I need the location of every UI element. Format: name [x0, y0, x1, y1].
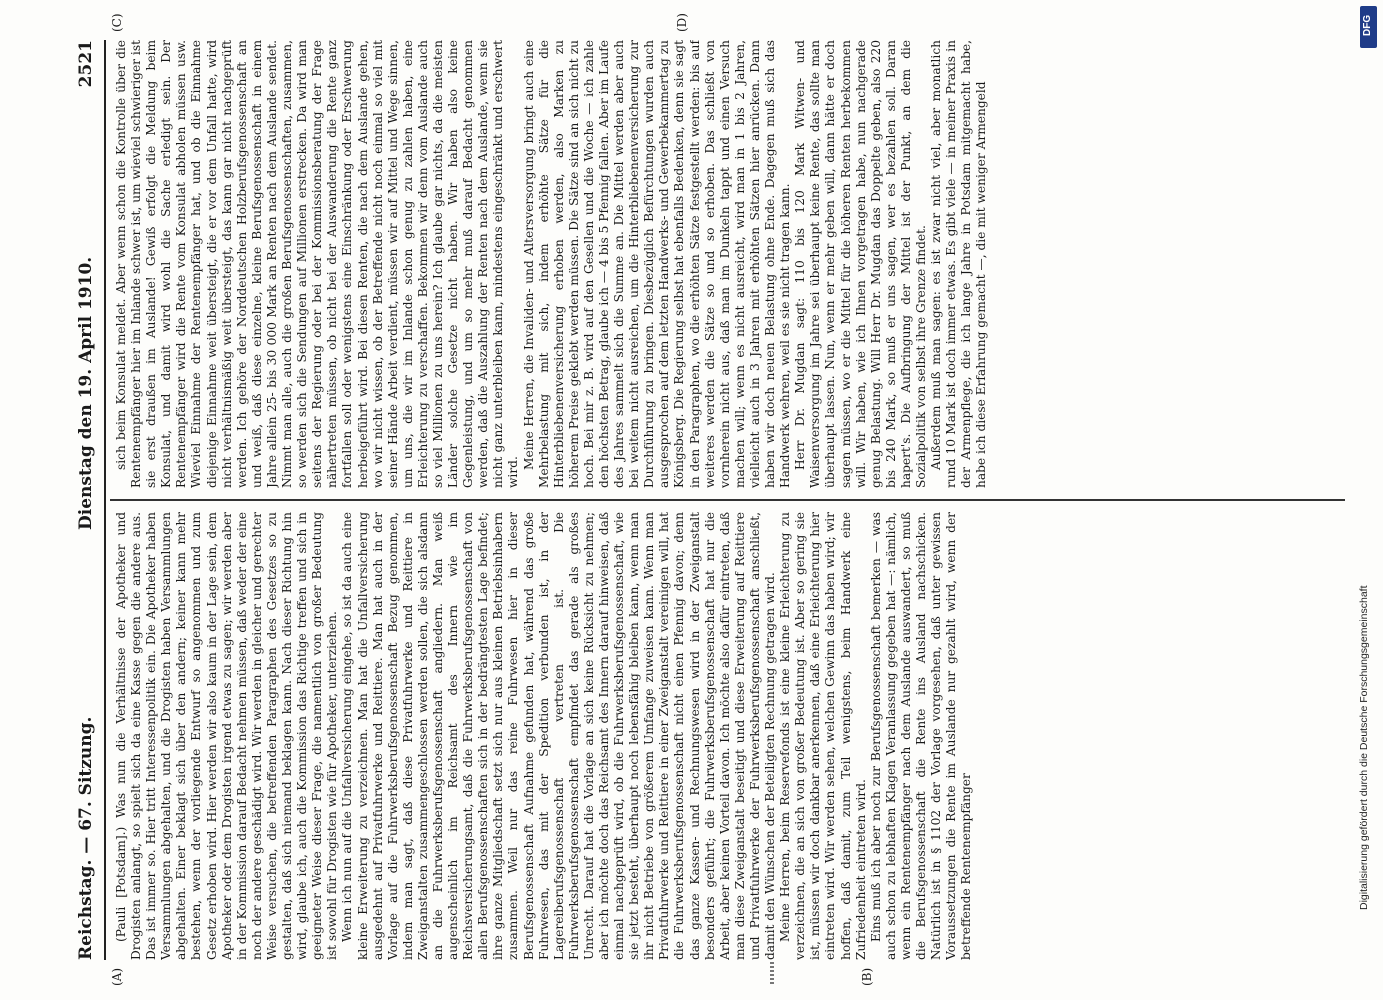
dfg-logo-text: DFG [1362, 14, 1373, 36]
paragraph: Herr Dr. Mugdan sagt: 110 bis 120 Mark Witwen- und Waisenversorgung im Jahre sei überhaupt keine Rente, das sollte man überhaupt lassen. Nun, wenn er mehr geben will, dann hätte er doch sagen müssen, wo er die Mittel für die höheren Renten herbekommen will. Wir haben, wie ich Ihnen vorgetragen habe, nun nachgerade genug Belastung. Will Herr Dr. Mugdan das Doppelte geben, also 220 bis 240 Mark, so muß er uns sagen, wer es bezahlen soll. Daran hapert's. Die Aufbringung der Mittel ist der Punkt, an dem die Sozialpolitik von selbst ihre Grenze findet. [793, 40, 928, 488]
scan-mark [770, 962, 774, 984]
paragraph: Eins muß ich aber noch zur Berufsgenossenschaft bemerken — was auch schon zu lebhaften Klagen Veranlassung gegeben hat —: nämlich, wenn ein Rentenempfänger nach dem Auslande auswandert, so muß die Berufsgenossenschaft die Rente ins Ausland nachschicken. Natürlich ist in § 1102 der Vorlage vorgesehen, daß unter gewissen Voraussetzungen die Rente im Auslande nur gezahlt wird, wenn der betreffende Rentenempfänger [868, 512, 974, 960]
header-rule [104, 40, 106, 960]
credit-text: Digitalisierung gefördert durch die Deutsche Forschungsgemeinschaft [1358, 585, 1370, 910]
margin-marker-c: (C) [110, 13, 124, 32]
right-column [114, 40, 1344, 488]
column-separator [110, 499, 1345, 501]
paragraph: Meine Herren, die Invaliden- und Altersversorgung bringt auch eine Mehrbelastung mit sich, indem erhöhte Sätze für die Hinterbliebenenversicherung erhoben werden, also Marken zu höherem Preise geklebt werden müssen. Die Sätze sind an sich nicht zu hoch. Bei mir z. B. wird auf den Gesellen und die Woche — ich zahle den höchsten Betrag, glaube ich — 4 bis 5 Pfennig fallen. Aber im Laufe des Jahres sammelt sich die Summe an. Die Mittel werden aber auch bei weitem nicht ausreichen, um die Hinterbliebenenversicherung zur Durchführung zu bringen. Diesbezüglich Befürchtungen wurden auch ausgesprochen auf dem letzten Handwerks- und Gewerbekammertag zu Königsberg. Die Regierung selbst hat ebenfalls Bedenken, denn sie sagt in den Paragraphen, wo die erhöhten Sätze festgestellt werden: bis auf weiteres werden die Sätze so und so erhoben. Das schließt von vornherein nicht aus, daß man im Dunkeln tappt und einen Versuch machen will; wenn es nicht ausreicht, wird man in 1 bis 2 Jahren, vielleicht auch in 3 Jahren mit erhöhten Sätzen hier anrücken. Dann haben wir doch neuen Belastung ohne Ende. Dagegen muß sich das Handwerk wehren, weil es sie nicht tragen kann. [521, 40, 793, 488]
margin-marker-d: (D) [675, 13, 689, 32]
margin-marker-b: (B) [860, 967, 874, 986]
paragraph: Außerdem muß man sagen: es ist zwar nicht viel, aber monatlich rund 10 Mark ist doch immer etwas. Es gibt viele — in meiner Praxis in der Armenpflege, die ich lange Jahre in Potsdam mitgemacht habe, habe ich diese Erfahrung gemacht —, die mit weniger Armengeld [929, 40, 989, 488]
page-number: 2521 [76, 40, 96, 88]
left-column [114, 512, 1344, 960]
header-date: Dienstag den 19. April 1910. [76, 256, 96, 530]
paragraph: Meine Herren, beim Reservefonds ist eine kleine Erleichterung zu verzeichnen, die an sich von großer Bedeutung ist. Aber so gering sie ist, müssen wir doch dankbar anerkennen, daß eine Erleichterung hier eintreten wird. Wir werden sehen, welchen Gewinn das haben wird; wir hoffen, daß damit, zum Teil wenigstens, beim Handwerk eine Zufriedenheit eintreten wird. [778, 512, 868, 960]
page-header [70, 40, 100, 960]
paragraph: (Pauli [Potsdam].) Was nun die Verhältnisse der Apotheker und Drogisten anlangt, so spielt sich da eine Kasse gegen die andere aus. Das ist immer so. Hier tritt Interessenpolitik ein. Die Apotheker haben Versammlungen abgehalten, und die Drogisten haben Versammlungen abgehalten. Einer beklagt sich über den andern; keiner kann mehr bestehen, wenn der vorliegende Entwurf so angenommen und zum Gesetz erhoben wird. Hier werden wir also kaum in der Lage sein, dem Apotheker oder dem Drogisten irgend etwas zu sagen; wir werden aber in der Kommission darauf Bedacht nehmen müssen, daß weder der eine noch der andere geschädigt wird. Wir werden in gleicher und gerechter Weise versuchen, die betreffenden Paragraphen des Gesetzes so zu gestalten, daß sich niemand beklagen kann. Nach dieser Richtung hin wird, glaube ich, auch die Kommission das Richtige treffen und sich in geeigneter Weise dieser Frage, die namentlich von großer Bedeutung ist sowohl für Drogisten wie für Apotheker, unterziehen. [114, 512, 340, 960]
paragraph: Wenn ich nun auf die Unfallversicherung eingehe, so ist da auch eine kleine Erweiterung zu verzeichnen. Man hat die Unfallversicherung ausgedehnt auf Privatfuhrwerke und Reittiere. Man hat auch in der Vorlage auf die Fuhrwerksberufsgenossenschaft Bezug genommen, indem man sagt, daß diese Privatfuhrwerke und Reittiere in Zweiganstalten zusammengeschlossen werden sollen, die sich alsdann an die Fuhrwerksberufsgenossenschaft angliedern. Man weiß augenscheinlich im Reichsamt des Innern wie im Reichsversicherungsamt, daß die Fuhrwerksberufsgenossenschaft von allen Berufsgenossenschaften sich in der bedrängtesten Lage befindet; ihre ganze Mitgliedschaft setzt sich nur aus kleinen Betriebsinhabern zusammen. Weil nur das reine Fuhrwesen hier in dieser Berufsgenossenschaft Aufnahme gefunden hat, während das große Fuhrwesen, das mit der Spedition verbunden ist, in der Lagereiberufsgenossenschaft vertreten ist. Die Fuhrwerksberufsgenossenschaft empfindet das gerade als großes Unrecht. Darauf hat die Vorlage an sich keine Rücksicht zu nehmen; aber ich möchte doch das Reichsamt des Innern darauf hinweisen, daß einmal nachgeprüft wird, ob die Fuhrwerksberufsgenossenschaft, wie sie jetzt besteht, überhaupt noch lebensfähig bleiben kann, wenn man ihr nicht Betriebe von größerem Umfange zuweisen kann. Wenn man Privatfuhrwerke und Reittiere in einer Zweiganstalt vereinigen will, hat die Fuhrwerksberufsgenossenschaft nicht einen Pfennig davon; denn das ganze Kassen- und Rechnungswesen wird in der Zweiganstalt besonders geführt; die Fuhrwerksberufsgenossenschaft hat nur die Arbeit, aber keinen Vorteil davon. Ich möchte also dafür eintreten, daß man diese Zweiganstalt beseitigt und diese Erweiterung auf Reittiere und Privatfuhrwerke der Fuhrwerksberufsgenossenschaft anschließt, damit den Wünschen der Beteiligten Rechnung getragen wird. [340, 512, 778, 960]
paragraph: sich beim Konsulat meldet. Aber wenn schon die Kontrolle über die Rentenempfänger hier im Inlande schwer ist, um wieviel schwieriger ist sie erst draußen im Auslande! Gewiß erfolgt die Meldung beim Konsulat, und damit wird wohl die Sache erledigt sein. Der Rentenempfänger wird die Rente vom Konsulat abholen müssen usw. Wieviel Einnahme der Rentenempfänger hat, und ob die Einnahme diejenige Einnahme weit übersteigt, die er vor dem Unfall hatte, wird nicht verhältnismäßig weit übersteigt, das kann gar nicht nachgeprüft werden. Ich gehöre der Norddeutschen Holzberufsgenossenschaft an und weiß, daß diese einzelne, kleine Berufsgenossenschaft in einem Jahre allein 25- bis 30 000 Mark an Renten nach dem Auslande sendet. Nimmt man alle, auch die großen Berufsgenossenschaften, zusammen, so werden sich die Sendungen auf Millionen erstrecken. Da wird man seitens der Regierung oder bei der Kommissionsberatung der Frage nähertreten müssen, ob nicht bei der Auswanderung die Rente ganz fortfallen soll oder wenigstens eine Einschränkung oder Erschwerung herbeigeführt wird. Bei diesen Renten, die nach dem Auslande gehen, wo wir nicht wissen, ob der Betreffende nicht noch einmal so viel mit seiner Hände Arbeit verdient, müssen wir auf Mittel und Wege sinnen, um uns, die wir im Inlande schon genug zu zahlen haben, eine Erleichterung zu verschaffen. Bekommen wir denn vom Auslande auch so viel Millionen zu uns herein? Ich glaube gar nichts, da die meisten Länder solche Gesetze nicht haben. Wir haben also keine Gegenleistung, und um so mehr muß darauf Bedacht genommen werden, daß die Auszahlung der Renten nach dem Auslande, wenn sie nicht ganz unterbleiben kann, mindestens eingeschränkt und erschwert wird. [114, 40, 521, 488]
margin-marker-a: (A) [110, 967, 124, 986]
digitization-credit [1355, 10, 1381, 990]
rotated-page-content [70, 0, 1360, 1000]
header-session: Reichstag. — 67. Sitzung. [76, 716, 96, 960]
